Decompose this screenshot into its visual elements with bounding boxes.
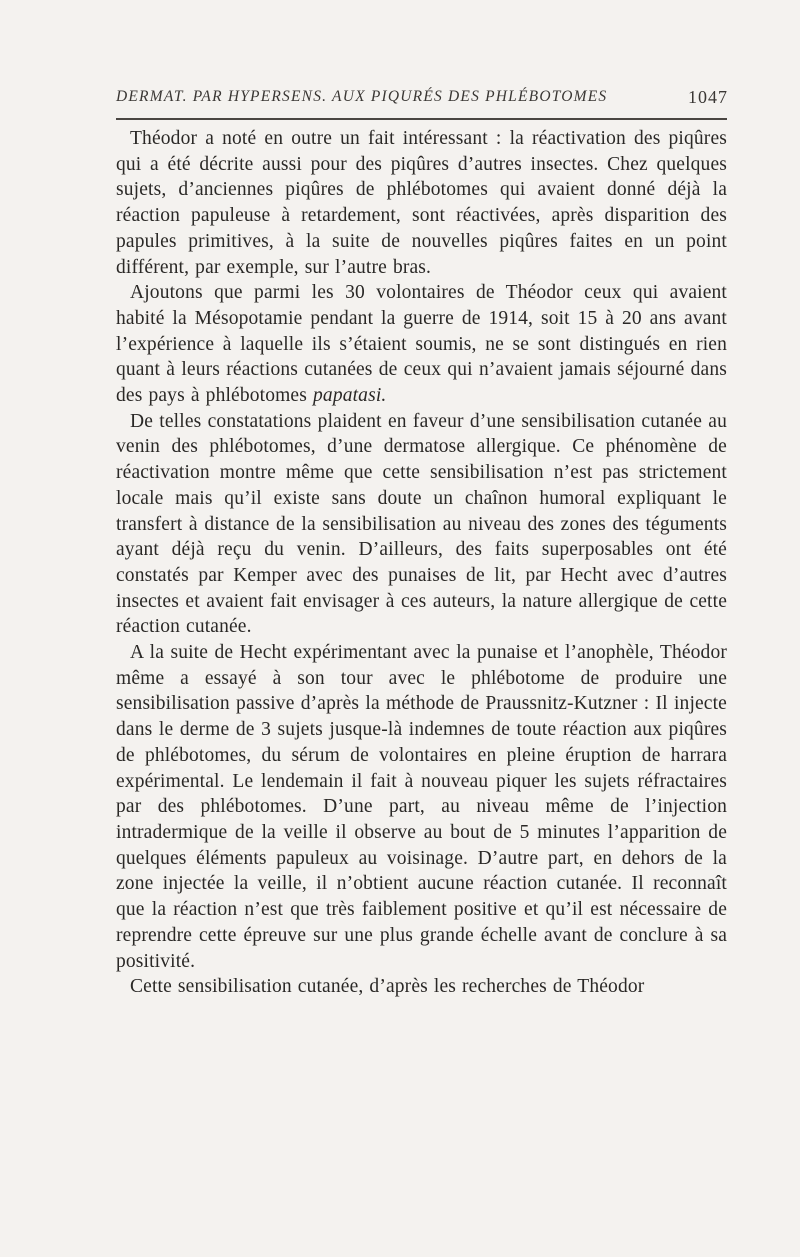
- paragraph-text: A la suite de Hecht expérimentant avec la punaise et l’anophèle, Théodor même a essayé à son tour avec le phlébotome de produire une sensibilisation passive d’après la méthode de Praussnitz-Kutzner : Il injecte dans le derme de 3 sujets jusque-là indemnes de toute réaction aux piqûres de phlébotomes, du sérum de volontaires en pleine éruption de harrara expérimental. Le lendemain il fait à nouveau piquer les sujets réfractaires par des phlébotomes. D’une part, au niveau même de l’injection intradermique de la veille il observe au bout de 5 minutes l’apparition de quelques éléments papuleux au voisinage. D’autre part, en dehors de la zone injectée la veille, il n’obtient aucune réaction cutanée. Il reconnaît que la réaction n’est que très faiblement positive et qu’il est nécessaire de reprendre cette épreuve sur une plus grande échelle avant de conclure à sa positivité.: [116, 642, 727, 972]
- paragraph-sensitization: [116, 409, 727, 640]
- paragraph-reactivation: [116, 126, 727, 280]
- species-name-italic: papatasi.: [313, 385, 387, 407]
- running-header-title: DERMAT. PAR HYPERSENS. AUX PIQURÉS DES PHLÉBOTOMES: [116, 88, 608, 105]
- paragraph-text: Théodor a noté en outre un fait intéressant : la réactivation des piqûres qui a été décrite aussi pour des piqûres d’autres insectes. Chez quelques sujets, d’anciennes piqûres de phlébotomes qui avaient donné déjà la réaction papuleuse à retardement, sont réactivées, après disparition des papules primitives, à la suite de nouvelles piqûres faites en un point différent, par exemple, sur l’autre bras.: [116, 128, 727, 278]
- paragraph-text: De telles constatations plaident en faveur d’une sensibilisation cutanée au venin des phlébotomes, d’une dermatose allergique. Ce phénomène de réactivation montre même que cette sensibilisation n’est pas strictement locale mais qu’il existe sans doute un chaînon humoral expliquant le transfert à distance de la sensibilisation au niveau des zones des téguments ayant déjà reçu du venin. D’ailleurs, des faits superposables ont été constatés par Kemper avec des punaises de lit, par Hecht avec d’autres insectes et avaient fait envisager à ces auteurs, la nature allergique de cette réaction cutanée.: [116, 410, 727, 638]
- page-number: 1047: [688, 87, 728, 107]
- paragraph-volunteers: [116, 280, 727, 409]
- paragraph-text: Ajoutons que parmi les 30 volontaires de Théodor ceux qui avaient habité la Mésopotamie pendant la guerre de 1914, soit 15 à 20 ans avant l’expérience à laquelle ils s’étaient soumis, ne se sont distingués en rien quant à leurs réactions cutanées de ceux qui n’avaient jamais séjourné dans des pays à phlébotomes: [116, 282, 727, 407]
- header-rule: [116, 118, 727, 120]
- body-text: [116, 126, 727, 1000]
- paragraph-continuation: [116, 974, 727, 1000]
- paragraph-passive-sensitization: [116, 640, 727, 974]
- running-header: [116, 88, 728, 114]
- paragraph-text: Cette sensibilisation cutanée, d’après les recherches de Théodor: [130, 976, 645, 998]
